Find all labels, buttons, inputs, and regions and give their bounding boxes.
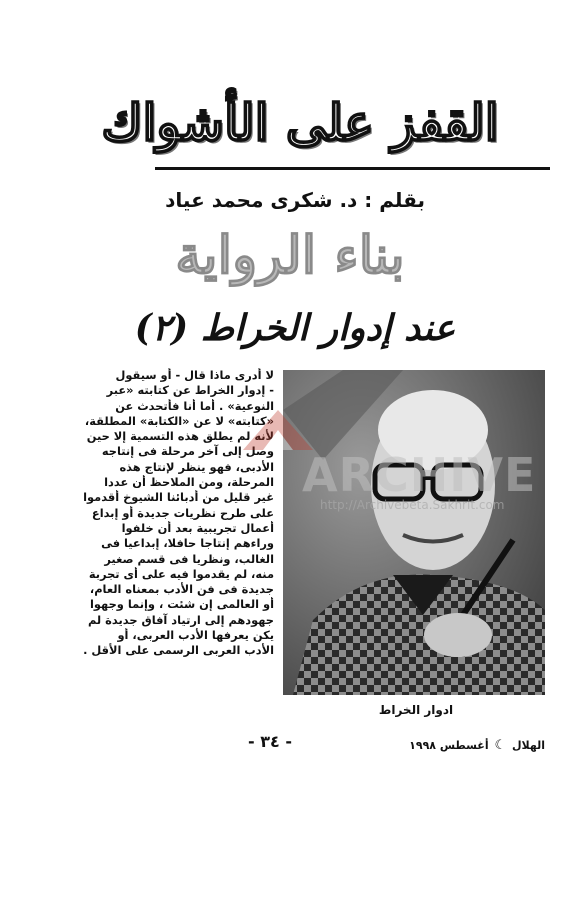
body-line: منه، لم يقدموا فيه على أى تجربة: [88, 566, 274, 581]
article-title: بناء الرواية: [175, 224, 405, 286]
page-number: - ٣٤ -: [248, 732, 292, 751]
body-line: الغالب، ونظريا فى قسم صغير: [104, 551, 274, 566]
issue-date: أغسطس ١٩٩٨: [409, 739, 489, 752]
author-photo: [283, 370, 545, 695]
body-line: الأدبى، فهو ينظر لإنتاج هذه: [119, 459, 274, 474]
body-line: - إدوار الخراط عن كتابته «عبر: [106, 383, 274, 398]
magazine-footer: [355, 738, 545, 753]
body-line: يكن يعرفها الأدب العربى، أو: [117, 628, 274, 643]
body-line: لأنه لم يطلق هذه التسمية إلا حين: [86, 429, 274, 444]
body-line: جديدة فى فن الأدب بمعناه العام،: [89, 582, 274, 597]
archive-watermark-url: http://Archivebeta.Sakhrit.com: [320, 498, 505, 512]
body-line: المرحلة، ومن الملاحظ أن عددا: [104, 475, 274, 490]
article-subtitle: عند إدوار الخراط (٢): [134, 307, 456, 349]
body-line: على طرح نظريات جديدة أو إبداع: [91, 505, 274, 520]
crescent-icon: ☾: [494, 738, 507, 753]
body-line: النوعية» . أما أنا فأتحدث عن: [115, 398, 274, 413]
body-line: أعمال تجريبية بعد أن خلفوا: [121, 520, 274, 535]
magazine-name: الهلال: [511, 739, 545, 752]
article-byline: بقلم : د. شكرى محمد عياد: [165, 188, 425, 212]
author-portrait-image: [283, 370, 545, 695]
body-line: جهودهم إلى ارتياد آفاق جديدة لم: [88, 612, 274, 627]
body-line: أو العالمى إن شئت ، وإنما وجهوا: [90, 597, 274, 612]
body-line: لا أدرى ماذا قال - أو سيقول: [115, 368, 274, 382]
archive-watermark: ARCHIVE: [302, 448, 537, 502]
body-line: غير قليل من أدبائنا الشيوخ أقدموا: [83, 490, 274, 505]
body-line: «كتابته» لا عن «الكتابة» المطلقة،: [84, 413, 274, 428]
header-rule: [155, 167, 550, 170]
body-line: الأدب العربى الرسمى على الأقل .: [83, 643, 274, 658]
body-line: وراءهم إنتاجا حافلا، إبداعيا فى: [101, 536, 274, 551]
body-line: وصل إلى آخر مرحلة فى إنتاجه: [101, 444, 274, 459]
photo-caption: ادوار الخراط: [378, 703, 454, 717]
section-title: القفز على الأشواك: [101, 92, 499, 152]
